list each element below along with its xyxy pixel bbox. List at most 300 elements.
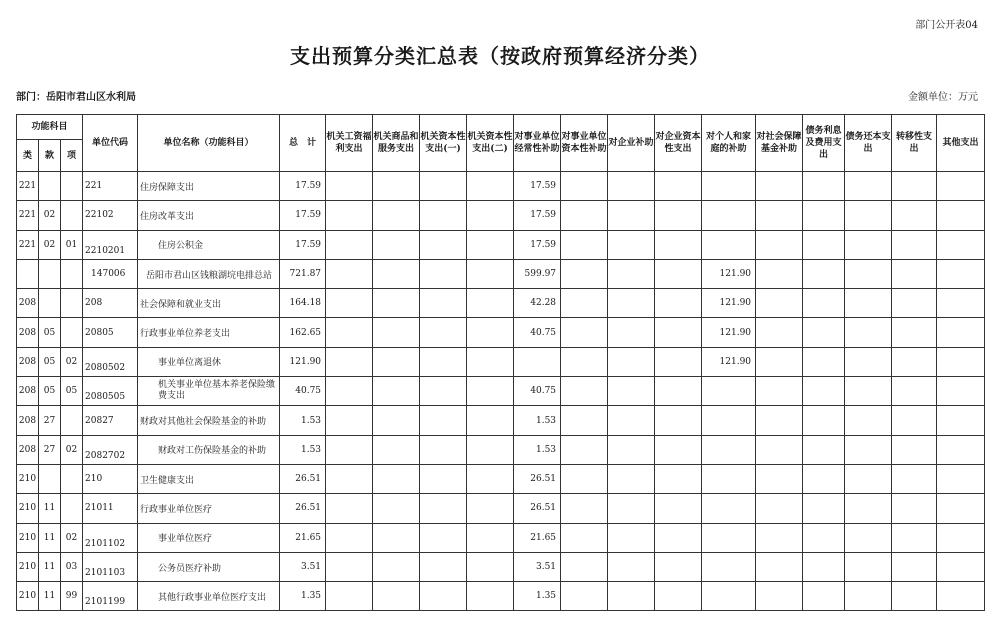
cell-unit-code: 20827 [83, 406, 138, 435]
cell-amount [756, 523, 803, 552]
cell-amount [845, 259, 892, 288]
table-row [17, 230, 985, 259]
cell-amount [608, 552, 655, 581]
cell-amount [373, 172, 420, 201]
cell-amount [467, 318, 514, 347]
cell-amount [892, 552, 937, 581]
cell-kuan [39, 172, 61, 201]
cell-amount [892, 289, 937, 318]
cell-kuan: 02 [39, 201, 61, 230]
cell-amount [561, 523, 608, 552]
cell-amount [467, 201, 514, 230]
cell-total: 26.51 [280, 464, 326, 493]
cell-amount: 121.90 [702, 347, 756, 376]
cell-amount [937, 435, 985, 464]
cell-amount [702, 523, 756, 552]
cell-amount [608, 230, 655, 259]
cell-unit-code: 2210201 [83, 230, 138, 259]
cell-amount [845, 464, 892, 493]
cell-amount [608, 406, 655, 435]
cell-amount [892, 347, 937, 376]
cell-amount [467, 494, 514, 523]
cell-kuan: 11 [39, 582, 61, 611]
cell-amount [561, 582, 608, 611]
cell-xiang [61, 464, 83, 493]
cell-amount [561, 289, 608, 318]
cell-amount [702, 201, 756, 230]
cell-amount [937, 552, 985, 581]
header-col: 对企业补助 [608, 115, 655, 172]
cell-total: 17.59 [280, 230, 326, 259]
cell-amount [326, 523, 373, 552]
cell-amount [420, 201, 467, 230]
cell-amount [608, 494, 655, 523]
cell-unit-name: 住房改革支出 [138, 201, 280, 230]
header-col: 机关资本性支出(二) [467, 115, 514, 172]
cell-unit-name: 其他行政事业单位医疗支出 [138, 582, 280, 611]
cell-unit-name: 住房公积金 [138, 230, 280, 259]
cell-total: 17.59 [280, 172, 326, 201]
cell-amount [756, 494, 803, 523]
cell-unit-name: 事业单位离退休 [138, 347, 280, 376]
cell-amount [655, 494, 702, 523]
cell-kuan [39, 259, 61, 288]
cell-unit-name: 公务员医疗补助 [138, 552, 280, 581]
cell-amount [561, 172, 608, 201]
cell-total: 162.65 [280, 318, 326, 347]
table-row [17, 377, 985, 406]
cell-amount [561, 230, 608, 259]
cell-amount [373, 347, 420, 376]
cell-amount [420, 435, 467, 464]
cell-amount [655, 318, 702, 347]
page-title: 支出预算分类汇总表（按政府预算经济分类） [290, 44, 710, 68]
cell-xiang [61, 406, 83, 435]
cell-amount [702, 494, 756, 523]
cell-amount [803, 582, 845, 611]
header-col: 对事业单位资本性补助 [561, 115, 608, 172]
cell-amount [702, 406, 756, 435]
cell-unit-name: 财政对工伤保险基金的补助 [138, 435, 280, 464]
cell-amount [561, 201, 608, 230]
cell-amount [561, 494, 608, 523]
cell-total: 40.75 [280, 377, 326, 406]
cell-amount [467, 259, 514, 288]
cell-amount [756, 201, 803, 230]
budget-table [16, 114, 985, 611]
cell-amount [420, 347, 467, 376]
cell-amount [756, 230, 803, 259]
cell-xiang [61, 259, 83, 288]
cell-amount [608, 347, 655, 376]
cell-amount [373, 464, 420, 493]
table-row [17, 318, 985, 347]
cell-total: 1.53 [280, 435, 326, 464]
cell-amount [326, 582, 373, 611]
header-function-subject: 功能科目 [17, 115, 83, 140]
header-col: 对企业资本性支出 [655, 115, 702, 172]
cell-xiang [61, 494, 83, 523]
cell-amount [756, 289, 803, 318]
cell-amount [326, 230, 373, 259]
cell-unit-code: 2082702 [83, 435, 138, 464]
cell-kuan: 11 [39, 494, 61, 523]
cell-amount [803, 494, 845, 523]
cell-unit-name: 行政事业单位医疗 [138, 494, 280, 523]
cell-amount [937, 230, 985, 259]
cell-amount [756, 435, 803, 464]
cell-amount [467, 377, 514, 406]
cell-lei: 210 [17, 582, 39, 611]
cell-amount [937, 201, 985, 230]
table-row [17, 172, 985, 201]
table-row [17, 406, 985, 435]
cell-amount [608, 172, 655, 201]
header-col: 机关商品和服务支出 [373, 115, 420, 172]
cell-lei: 208 [17, 435, 39, 464]
cell-xiang [61, 289, 83, 318]
cell-lei [17, 259, 39, 288]
header-lei: 类 [17, 140, 39, 172]
cell-kuan: 02 [39, 230, 61, 259]
cell-amount [467, 552, 514, 581]
cell-lei: 208 [17, 406, 39, 435]
cell-amount [420, 172, 467, 201]
cell-amount: 42.28 [514, 289, 561, 318]
cell-amount: 1.53 [514, 406, 561, 435]
table-row [17, 201, 985, 230]
cell-amount [420, 318, 467, 347]
cell-amount [326, 464, 373, 493]
cell-kuan: 05 [39, 377, 61, 406]
table-row [17, 259, 985, 288]
header-col: 对社会保障基金补助 [756, 115, 803, 172]
cell-amount [937, 377, 985, 406]
header-kuan: 款 [39, 140, 61, 172]
cell-unit-code: 221 [83, 172, 138, 201]
cell-unit-code: 147006 [83, 259, 138, 288]
cell-amount: 26.51 [514, 464, 561, 493]
cell-amount [702, 464, 756, 493]
cell-amount [608, 377, 655, 406]
cell-unit-code: 21011 [83, 494, 138, 523]
cell-amount [845, 289, 892, 318]
cell-unit-code: 2080505 [83, 377, 138, 406]
cell-amount [845, 523, 892, 552]
cell-amount [373, 494, 420, 523]
cell-amount [467, 406, 514, 435]
cell-amount [845, 582, 892, 611]
header-col: 机关资本性支出(一) [420, 115, 467, 172]
cell-unit-code: 20805 [83, 318, 138, 347]
cell-amount: 3.51 [514, 552, 561, 581]
cell-amount [655, 406, 702, 435]
cell-amount [561, 552, 608, 581]
cell-amount [892, 406, 937, 435]
cell-amount [373, 406, 420, 435]
cell-total: 721.87 [280, 259, 326, 288]
cell-amount [937, 523, 985, 552]
cell-amount: 17.59 [514, 201, 561, 230]
cell-amount [756, 172, 803, 201]
cell-amount [561, 318, 608, 347]
cell-amount: 26.51 [514, 494, 561, 523]
cell-amount [655, 289, 702, 318]
table-row [17, 464, 985, 493]
header-total: 总 计 [280, 115, 326, 172]
cell-amount: 1.53 [514, 435, 561, 464]
cell-amount [467, 435, 514, 464]
header-unit-name: 单位名称（功能科目） [138, 115, 280, 172]
cell-total: 17.59 [280, 201, 326, 230]
cell-amount [420, 582, 467, 611]
cell-amount: 121.90 [702, 289, 756, 318]
cell-unit-name: 行政事业单位养老支出 [138, 318, 280, 347]
cell-kuan: 05 [39, 318, 61, 347]
cell-amount [756, 406, 803, 435]
cell-amount [373, 435, 420, 464]
cell-amount [608, 289, 655, 318]
cell-amount [756, 582, 803, 611]
cell-xiang: 01 [61, 230, 83, 259]
cell-kuan: 11 [39, 552, 61, 581]
cell-amount [845, 377, 892, 406]
cell-total: 3.51 [280, 552, 326, 581]
cell-amount [803, 318, 845, 347]
cell-amount [845, 406, 892, 435]
cell-lei: 210 [17, 552, 39, 581]
cell-amount [845, 552, 892, 581]
cell-lei: 208 [17, 377, 39, 406]
cell-total: 1.35 [280, 582, 326, 611]
cell-unit-name: 岳阳市君山区钱粮湖垸电排总站 [138, 259, 280, 288]
cell-amount [892, 494, 937, 523]
cell-xiang [61, 318, 83, 347]
cell-amount [326, 289, 373, 318]
cell-amount [608, 318, 655, 347]
cell-xiang: 02 [61, 523, 83, 552]
cell-xiang [61, 201, 83, 230]
header-col: 转移性支出 [892, 115, 937, 172]
cell-amount [845, 201, 892, 230]
cell-unit-name: 住房保障支出 [138, 172, 280, 201]
cell-amount [702, 172, 756, 201]
cell-lei: 221 [17, 230, 39, 259]
cell-unit-code: 2101199 [83, 582, 138, 611]
cell-amount [326, 377, 373, 406]
cell-amount [803, 172, 845, 201]
cell-amount [373, 259, 420, 288]
cell-amount [467, 347, 514, 376]
cell-amount [655, 582, 702, 611]
cell-amount: 21.65 [514, 523, 561, 552]
cell-unit-name: 社会保障和就业支出 [138, 289, 280, 318]
cell-unit-name: 财政对其他社会保险基金的补助 [138, 406, 280, 435]
header-col: 债务还本支出 [845, 115, 892, 172]
cell-amount [756, 552, 803, 581]
cell-amount [420, 230, 467, 259]
table-body [17, 172, 985, 611]
cell-amount [756, 318, 803, 347]
cell-amount [845, 172, 892, 201]
table-row [17, 289, 985, 318]
cell-amount [892, 201, 937, 230]
cell-amount [373, 201, 420, 230]
cell-amount [702, 230, 756, 259]
cell-amount [937, 259, 985, 288]
cell-amount [561, 259, 608, 288]
cell-amount [803, 435, 845, 464]
header-col: 机关工资福利支出 [326, 115, 373, 172]
cell-amount [608, 259, 655, 288]
cell-amount [803, 347, 845, 376]
cell-amount [803, 201, 845, 230]
cell-total: 164.18 [280, 289, 326, 318]
cell-amount [803, 377, 845, 406]
cell-amount [937, 494, 985, 523]
cell-amount [845, 318, 892, 347]
cell-amount [756, 377, 803, 406]
cell-amount [655, 172, 702, 201]
cell-amount [467, 289, 514, 318]
cell-amount [845, 347, 892, 376]
cell-amount [892, 377, 937, 406]
cell-amount [937, 318, 985, 347]
cell-amount [326, 201, 373, 230]
cell-amount [373, 552, 420, 581]
cell-amount [655, 523, 702, 552]
cell-kuan [39, 289, 61, 318]
cell-xiang: 03 [61, 552, 83, 581]
cell-amount [326, 347, 373, 376]
cell-amount [561, 377, 608, 406]
cell-amount [892, 435, 937, 464]
cell-amount [373, 523, 420, 552]
cell-unit-code: 2101102 [83, 523, 138, 552]
cell-xiang: 02 [61, 347, 83, 376]
cell-amount [845, 230, 892, 259]
cell-amount [608, 435, 655, 464]
cell-amount [892, 582, 937, 611]
cell-amount: 17.59 [514, 172, 561, 201]
cell-amount [373, 289, 420, 318]
cell-amount [702, 435, 756, 464]
cell-xiang [61, 172, 83, 201]
cell-amount [803, 230, 845, 259]
cell-amount [655, 347, 702, 376]
cell-amount [373, 582, 420, 611]
cell-lei: 210 [17, 494, 39, 523]
cell-amount [326, 318, 373, 347]
cell-xiang: 02 [61, 435, 83, 464]
cell-lei: 210 [17, 464, 39, 493]
cell-kuan: 27 [39, 435, 61, 464]
cell-amount: 121.90 [702, 259, 756, 288]
form-number: 部门公开表04 [915, 20, 978, 31]
amount-unit-label: 金额单位：万元 [908, 92, 978, 103]
cell-amount [467, 582, 514, 611]
cell-amount [420, 523, 467, 552]
cell-lei: 221 [17, 201, 39, 230]
cell-amount: 40.75 [514, 318, 561, 347]
cell-unit-name: 机关事业单位基本养老保险缴费支出 [138, 377, 280, 406]
cell-amount [420, 259, 467, 288]
table-row [17, 523, 985, 552]
cell-amount [756, 347, 803, 376]
cell-amount [655, 435, 702, 464]
cell-amount [514, 347, 561, 376]
cell-total: 21.65 [280, 523, 326, 552]
cell-lei: 210 [17, 523, 39, 552]
cell-amount [937, 582, 985, 611]
cell-amount [803, 406, 845, 435]
table-row [17, 552, 985, 581]
cell-amount [892, 464, 937, 493]
cell-amount [373, 230, 420, 259]
header-xiang: 项 [61, 140, 83, 172]
cell-amount: 121.90 [702, 318, 756, 347]
cell-amount [655, 230, 702, 259]
cell-amount [467, 230, 514, 259]
cell-amount [608, 201, 655, 230]
table-row [17, 435, 985, 464]
cell-amount [803, 259, 845, 288]
cell-amount: 599.97 [514, 259, 561, 288]
cell-amount [326, 259, 373, 288]
cell-amount [803, 464, 845, 493]
cell-amount [892, 230, 937, 259]
cell-amount [326, 406, 373, 435]
cell-amount [937, 347, 985, 376]
cell-amount [803, 552, 845, 581]
header-col: 其他支出 [937, 115, 985, 172]
header-unit-code: 单位代码 [83, 115, 138, 172]
cell-amount [561, 464, 608, 493]
cell-amount: 40.75 [514, 377, 561, 406]
cell-lei: 221 [17, 172, 39, 201]
cell-amount [467, 172, 514, 201]
cell-amount [892, 259, 937, 288]
cell-amount: 17.59 [514, 230, 561, 259]
table-row [17, 582, 985, 611]
cell-unit-name: 事业单位医疗 [138, 523, 280, 552]
cell-unit-code: 22102 [83, 201, 138, 230]
cell-amount [326, 494, 373, 523]
cell-amount [561, 406, 608, 435]
cell-amount [655, 259, 702, 288]
cell-amount [655, 377, 702, 406]
cell-unit-code: 2101103 [83, 552, 138, 581]
cell-amount [845, 494, 892, 523]
table-row [17, 494, 985, 523]
cell-amount [420, 552, 467, 581]
cell-amount [608, 464, 655, 493]
cell-amount [702, 552, 756, 581]
cell-kuan: 11 [39, 523, 61, 552]
cell-lei: 208 [17, 347, 39, 376]
cell-amount [420, 464, 467, 493]
cell-amount [326, 172, 373, 201]
cell-unit-code: 2080502 [83, 347, 138, 376]
header-col: 对事业单位经常性补助 [514, 115, 561, 172]
cell-amount [420, 494, 467, 523]
header-col: 对个人和家庭的补助 [702, 115, 756, 172]
cell-amount [937, 172, 985, 201]
cell-total: 1.53 [280, 406, 326, 435]
cell-amount [608, 582, 655, 611]
cell-amount [937, 406, 985, 435]
cell-amount [937, 289, 985, 318]
